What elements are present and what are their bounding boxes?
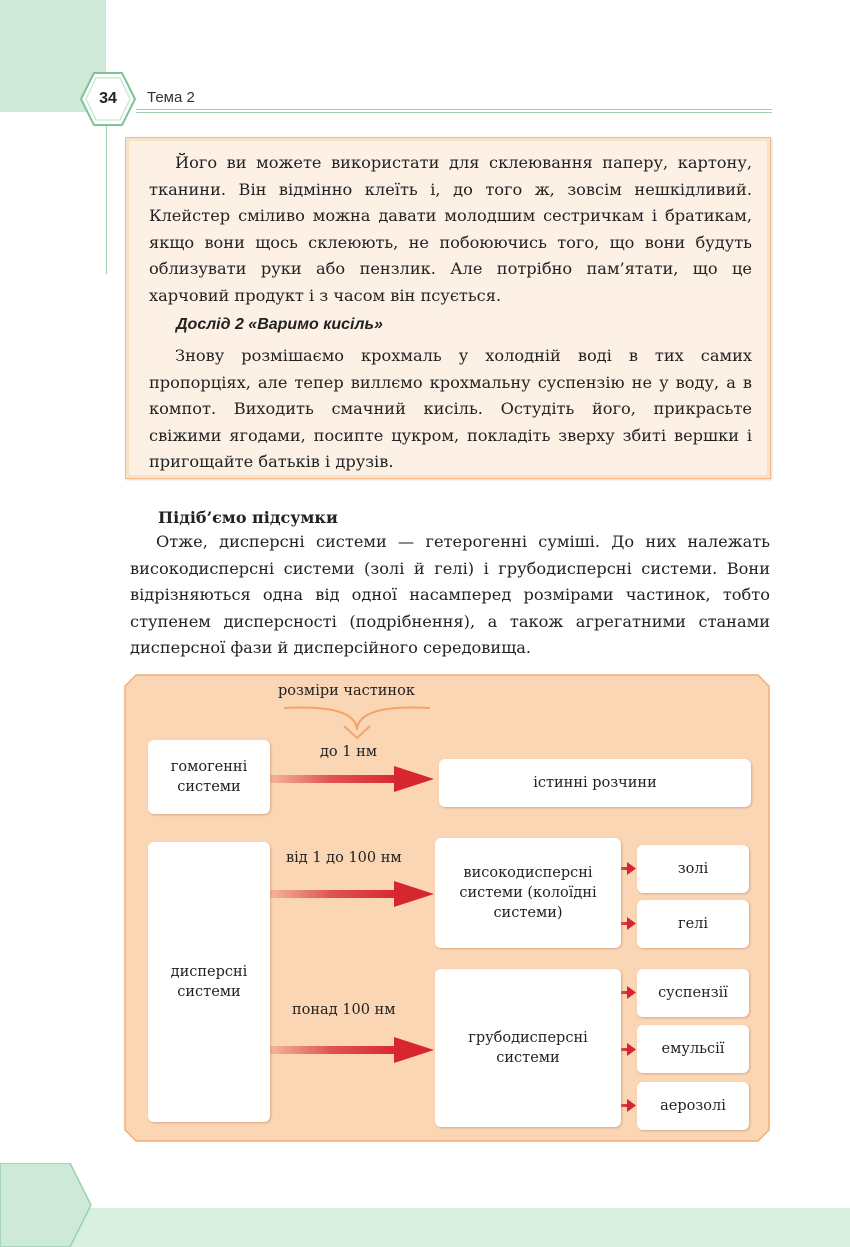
- topic-label: Тема 2: [147, 89, 195, 106]
- node-sols: золі: [637, 845, 749, 893]
- node-suspensions: суспензії: [637, 969, 749, 1017]
- node-homogeneous-systems: гомогенні системи: [148, 740, 270, 814]
- box-paragraph-1-text: Його ви можете використати для склеювання паперу, картону, тканини. Він відмінно клеїть і, до того ж, зовсім нешкідливий. Клейстер сміливо можна давати молодшим сестричкам і братикам, якщо вони щось склеюють, не побоюючись того, що вони будуть облизувати руки або пензлик. Але потрібно пам’ятати, що це харчовий продукт і з часом він псується.: [149, 153, 752, 305]
- header-rule-2: [136, 112, 772, 113]
- box-paragraph-1: [149, 150, 752, 309]
- node-coarse-dispersed: грубодисперсні системи: [435, 969, 621, 1127]
- size-label-small: до 1 нм: [320, 744, 378, 760]
- page-number: 34: [99, 90, 117, 107]
- node-true-solutions: істинні розчини: [439, 759, 751, 807]
- node-emulsions: емульсії: [637, 1025, 749, 1073]
- summary-title: Підіб’ємо підсумки: [158, 508, 338, 527]
- header-rule: [136, 109, 772, 110]
- footer-tab: [0, 1163, 92, 1247]
- size-label-large: понад 100 нм: [292, 1002, 396, 1018]
- node-gels: гелі: [637, 900, 749, 948]
- footer-band: [0, 1208, 850, 1247]
- experiment-title: Дослід 2 «Варимо кисіль»: [176, 316, 383, 333]
- box-paragraph-2-text: Знову розмішаємо крохмаль у холодній воді в тих самих пропорціях, але тепер виллємо крохмальну суспензію не у воду, а в компот. Виходить смачний кисіль. Остудіть його, прикрасьте свіжими ягодами, посипте цукром, покладіть зверху збиті вершки і пригощайте батьків і друзів.: [149, 346, 752, 471]
- particle-size-label: розміри частинок: [278, 683, 415, 699]
- node-highly-dispersed: високодисперсні системи (колоїдні системи): [435, 838, 621, 948]
- node-aerosols: аерозолі: [637, 1082, 749, 1130]
- summary-text: Отже, дисперсні системи — гетерогенні суміші. До них належать високодисперсні системи (золі й гелі) і грубодисперсні системи. Вони відрізняються одна від одної насамперед розмірами частинок, тобто ступенем дисперсності (подрібнення), а також агрегатними станами дисперсної фази й дисперсійного середовища.: [130, 532, 770, 657]
- margin-rule: [106, 126, 107, 274]
- dispersed-systems-diagram: [124, 674, 770, 1142]
- node-dispersed-systems: дисперсні системи: [148, 842, 270, 1122]
- summary-paragraph: [130, 529, 770, 662]
- size-label-medium: від 1 до 100 нм: [286, 850, 402, 866]
- box-paragraph-2: [149, 343, 752, 476]
